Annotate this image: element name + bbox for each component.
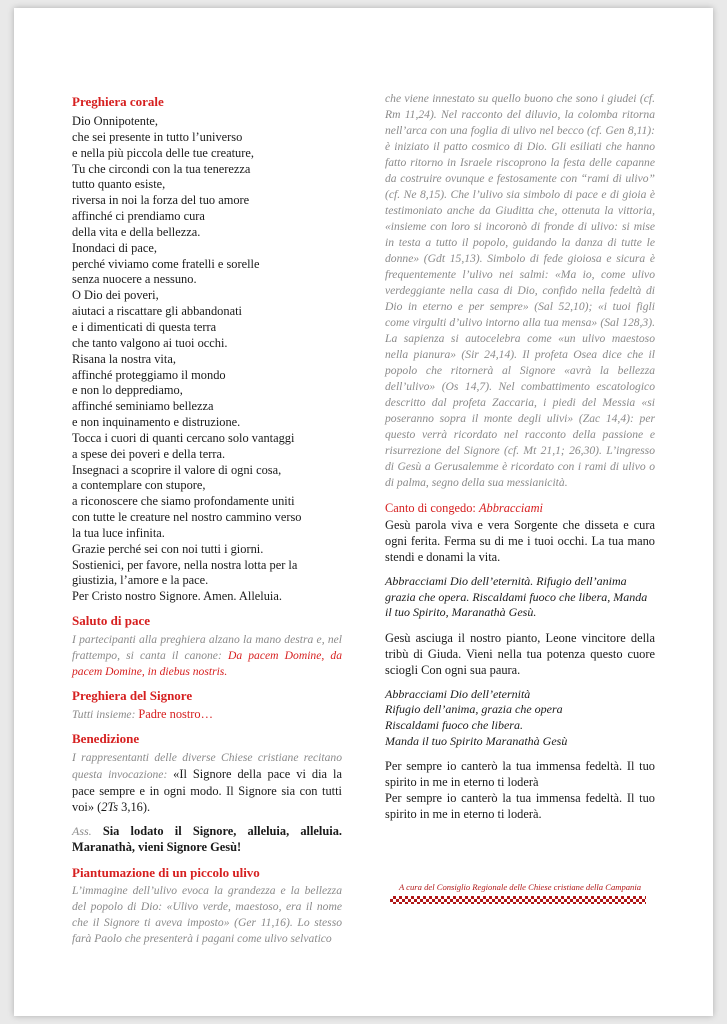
text-line: e i dimenticati di questa terra [72, 319, 217, 334]
text-line: che tanto valgono ai tuoi occhi. [72, 335, 228, 350]
text-line: Grazie perché sei con noi tutti i giorni. [72, 541, 264, 556]
text-line: Dio Onnipotente, [72, 114, 159, 128]
text-line: la tua luce infinita. [72, 525, 165, 540]
canto-song-title: Abbracciami [478, 501, 543, 515]
benedizione-intro: I rappresentanti delle diverse Chiese cristiane recitano questa invocazione: [72, 751, 342, 782]
piantumazione-section [72, 865, 342, 947]
document-page [14, 8, 713, 1016]
preghiera-signore-heading: Preghiera del Signore [72, 688, 193, 704]
text-line: Sostienici, per favore, nella nostra lotta per la [72, 557, 298, 572]
text-line: Tocca i cuori di quanti cercano solo vantaggi [72, 430, 295, 445]
text-line: Risana la nostra vita, [72, 351, 176, 366]
text-line: Per sempre io canterò la tua immensa fedeltà. Il tuo spirito in me in eterno ti loderà [385, 759, 655, 790]
text-line: O Dio dei poveri, [72, 288, 159, 303]
preghiera-signore-text [72, 706, 342, 723]
padre-nostro: Padre nostro… [138, 707, 214, 722]
preghiera-signore-section [72, 688, 342, 723]
saluto-heading: Saluto di pace [72, 613, 151, 629]
saluto-section [72, 613, 342, 680]
right-column [385, 91, 655, 822]
text-line: e non lo depprediamo, [72, 383, 183, 398]
text-line: Per Cristo nostro Signore. Amen. Alleluia. [72, 589, 282, 604]
preghiera-corale-heading: Preghiera corale [72, 94, 164, 109]
text-line: Insegnaci a scoprire il valore di ogni cosa, [72, 462, 282, 477]
saluto-canon: Da pacem Domine, da pacem Domine, in diebus nostris. [72, 649, 342, 679]
text-line: affinché seminiamo bellezza [72, 399, 214, 414]
text-line: tutto quanto esiste, [72, 177, 166, 192]
text-line: Abbracciami Dio dell’eternità [385, 686, 531, 701]
text-line: riversa in noi la forza del tuo amore [72, 193, 250, 208]
text-line: senza nuocere a nessuno. [72, 272, 197, 287]
canto-stanza-1: Gesù parola viva e vera Sorgente che disseta e cura ogni ferita. Ferma su di me i tuoi occhi. La tua mano stendi e donami la vita. [385, 518, 655, 564]
benedizione-quote: «Il Signore della pace vi dia la pace sempre e in ogni modo. Il Signore sia con tutti voi» ( [72, 767, 342, 815]
text-line: affinché proteggiamo il mondo [72, 367, 226, 382]
text-line: Tu che circondi con la tua tenerezza [72, 161, 251, 176]
canto-heading [385, 500, 655, 516]
text-line: Rifugio dell’anima, grazia che opera [385, 702, 563, 717]
preghiera-corale-text [72, 114, 342, 605]
text-line: a riconoscere che siamo profondamente uniti [72, 494, 295, 509]
saluto-instruction: I partecipanti alla preghiera alzano la mano destra e, nel frattempo, si canta il canone: [72, 633, 342, 663]
text-line: aiutaci a riscattare gli abbandonati [72, 304, 242, 319]
text-line: perché viviamo come fratelli e sorelle [72, 256, 260, 271]
benedizione-ref-num: 3,16). [118, 800, 151, 815]
benedizione-text [72, 749, 342, 815]
canto-refrain-2 [385, 687, 655, 749]
canto-title: Canto di congedo: [385, 501, 479, 515]
footer-credit: A cura del Consiglio Regionale delle Chiese cristiane della Campania [398, 882, 642, 892]
text-line: della vita e della bellezza. [72, 224, 201, 239]
canto-refrain-1: Abbracciami Dio dell’eternità. Rifugio dell’anima grazia che opera. Riscaldami fuoco che libera, Manda il tuo Spirito, Maranathà Gesù. [385, 574, 648, 620]
text-line: Manda il tuo Spirito Maranathà Gesù [385, 733, 568, 748]
ulivo-continuation: che viene innestato su quello buono che sono i giudei (cf. Rm 11,24). Nel racconto del diluvio, la colomba ritorna nell’arca con una foglia di ulivo nel becco (cf. Gen 8,11): è iniziato il patto cosmico di Dio. Gli esiliati che hanno fatto ritorno in Israele riscoprono la festa delle capanne da costruire ovunque e festosamente con “rami di ulivo” (cf. Ne 8,15). Che l’ulivo sia simbolo di pace e di gioia è testimoniato anche da Giuditta che, ottenuta la vittoria, «insieme con loro si incoronò di fronde di ulivo: si mise in testa a tutto il popolo, guidando la danza di tutte le donne» (Gdt 15,13). Simbolo di fede gioiosa e sicura è frequentemente l’ulivo nei salmi: «Ma io, come ulivo verdeggiante nella casa di Dio, confido nella fedeltà di Dio in eterno e per sempre» (Sal 52,10); «i tuoi figli come virgulti d’ulivo intorno alla tua mensa» (Sal 128,3). La sapienza si autocelebra come «un ulivo maestoso nella pianura» (Sir 24,14). Il profeta Osea dice che il popolo che ritornerà al Signore «avrà la bellezza dell’ulivo» (Os 14,7). Nel combattimento escatologico descritto dal profeta Zaccaria, i piedi del Messia «si poseranno sopra il monte degli ulivi» (Zac 14,4): per questo verrà ricordato nel racconto della passione e risurrezione del Signore (cf. Mt 21,1; 26,30). L’ingresso di Gesù a Gerusalemme è ricordato con i rami di ulivo o di palma, segno della sua messianicità. [385, 92, 655, 489]
canto-section [385, 500, 655, 822]
text-line: che sei presente in tutto l’universo [72, 129, 243, 144]
assemblea-response [72, 823, 342, 855]
piantumazione-heading: Piantumazione di un piccolo ulivo [72, 865, 260, 881]
benedizione-ref: 2Ts [101, 800, 119, 815]
text-line: affinché ci prendiamo cura [72, 209, 205, 224]
left-column [72, 94, 342, 947]
piantumazione-text: L’immagine dell’ulivo evoca la grandezza e la bellezza del popolo di Dio: «Ulivo verde, maestoso, era il nome che il Signore ti aveva imposto» (Ger 11,16). Lo stesso farà Paolo che presenterà i pagani come ulivo selvatico [72, 884, 342, 946]
text-line: e non inquinamento e distruzione. [72, 415, 241, 430]
text-line: e nella più piccola delle tue creature, [72, 145, 254, 160]
text-line: Inondaci di pace, [72, 240, 157, 255]
text-line: Riscaldami fuoco che libera. [385, 717, 523, 732]
ass-text: Sia lodato il Signore, alleluia, alleluia. Maranathà, vieni Signore Gesù! [72, 824, 342, 855]
text-line: giustizia, l’amore e la pace. [72, 573, 209, 588]
benedizione-heading: Benedizione [72, 731, 140, 747]
preghiera-signore-prefix: Tutti insieme: [72, 708, 139, 722]
text-line: Per sempre io canterò la tua immensa fedeltà. Il tuo spirito in me in eterno ti loderà. [385, 791, 655, 822]
ass-label: Ass. [72, 824, 92, 839]
saluto-text [72, 632, 342, 680]
checkered-border-decoration [390, 896, 646, 904]
text-line: a spese dei poveri e della terra. [72, 446, 226, 461]
text-line: con tutte le creature nel nostro cammino verso [72, 510, 302, 525]
canto-stanza-2: Gesù asciuga il nostro pianto, Leone vincitore della tribù di Giuda. Vieni nella tua potenza questo cuore sciogli Con ogni sua paura. [385, 630, 655, 677]
canto-closing [385, 758, 655, 822]
benedizione-section [72, 731, 342, 855]
text-line: a contemplare con stupore, [72, 478, 206, 493]
